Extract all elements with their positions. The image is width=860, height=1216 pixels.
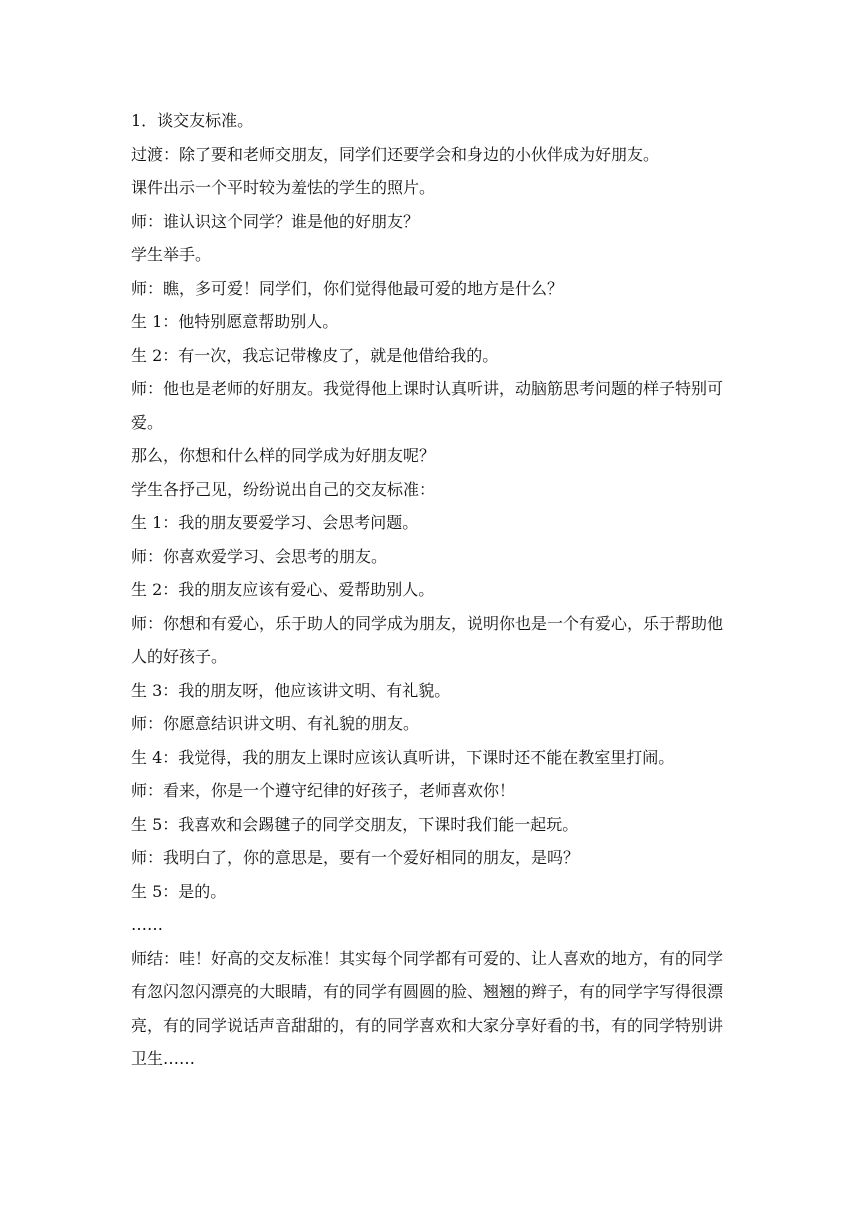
stage-direction: 学生各抒己见，纷纷说出自己的交友标准： (131, 479, 436, 499)
dialogue-line: 师：你想和有爱心，乐于助人的同学成为朋友，说明你也是一个有爱心，乐于帮助他人的好孩子。 (131, 613, 724, 666)
dialogue-line: 师：你喜欢爱学习、会思考的朋友。 (131, 546, 388, 566)
dialogue-line: 生 3：我的朋友呀，他应该讲文明、有礼貌。 (131, 680, 451, 700)
dialogue-line: 师：看来，你是一个遵守纪律的好孩子，老师喜欢你！ (131, 781, 516, 800)
dialogue-line: 生 2：我的朋友应该有爱心、爱帮助别人。 (131, 580, 435, 599)
courseware-note: 课件出示一个平时较为羞怯的学生的照片。 (131, 178, 436, 197)
document-page (131, 104, 735, 1076)
dialogue-line: 师：他也是老师的好朋友。我觉得他上课时认真听讲，动脑筋思考问题的样子特别可爱。 (131, 379, 724, 432)
dialogue-line: 师：瞧，多可爱！同学们，你们觉得他最可爱的地方是什么？ (131, 278, 564, 298)
dialogue-line: 生 1：我的朋友要爱学习、会思考问题。 (131, 513, 419, 532)
dialogue-line: 生 2：有一次，我忘记带橡皮了，就是他借给我的。 (131, 345, 499, 365)
question-paragraph: 那么，你想和什么样的同学成为好朋友呢？ (131, 446, 436, 465)
transition-paragraph: 过渡：除了要和老师交朋友，同学们还要学会和身边的小伙伴成为好朋友。 (131, 144, 660, 164)
section-heading: 1．谈交友标准。 (131, 111, 254, 130)
ellipsis-line: …… (131, 915, 163, 934)
dialogue-line: 师：我明白了，你的意思是，要有一个爱好相同的朋友，是吗？ (131, 848, 580, 867)
dialogue-line: 生 5：是的。 (131, 881, 227, 901)
teacher-summary: 师结：哇！好高的交友标准！其实每个同学都有可爱的、让人喜欢的地方，有的同学有忽闪忽闪漂亮的大眼睛，有的同学有圆圆的脸、翘翘的辫子，有的同学字写得很漂亮，有的同学说话声音甜甜的，有的同学喜欢和大家分享好看的书，有的同学特别讲卫生…… (131, 948, 724, 1068)
stage-direction: 学生举手。 (131, 245, 212, 264)
dialogue-line: 生 4：我觉得，我的朋友上课时应该认真听讲，下课时还不能在教室里打闹。 (131, 747, 675, 767)
dialogue-line: 师：你愿意结识讲文明、有礼貌的朋友。 (131, 714, 420, 733)
dialogue-line: 师：谁认识这个同学？谁是他的好朋友？ (131, 211, 420, 231)
dialogue-line: 生 5：我喜欢和会踢毽子的同学交朋友，下课时我们能一起玩。 (131, 814, 579, 834)
dialogue-line: 生 1：他特别愿意帮助别人。 (131, 312, 339, 331)
